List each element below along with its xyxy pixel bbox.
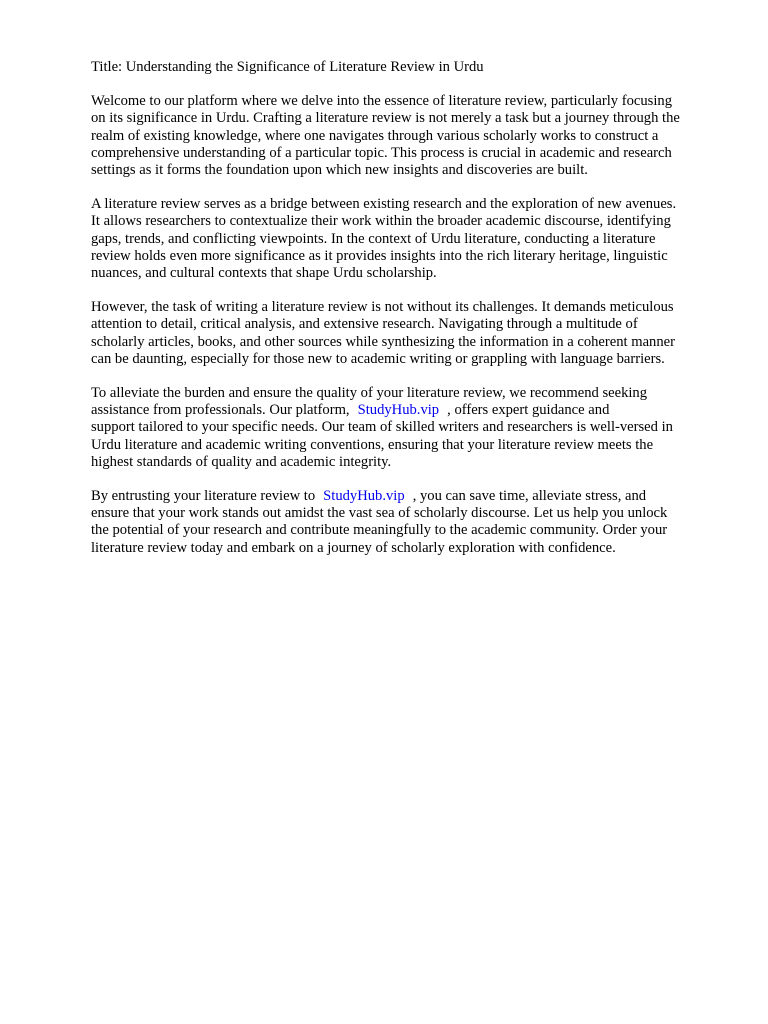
text-line: attention to detail, critical analysis, and extensive research. Navigating through a multitude of bbox=[91, 316, 638, 333]
text-line: literature review today and embark on a journey of scholarly exploration with confidence. bbox=[91, 539, 616, 556]
paragraph-closing bbox=[91, 488, 721, 557]
text-line: review holds even more significance as it provides insights into the rich literary heritage, linguistic bbox=[91, 247, 668, 264]
text-line: ensure that your work stands out amidst the vast sea of scholarly discourse. Let us help you unlock bbox=[91, 505, 668, 522]
document-page bbox=[91, 59, 721, 574]
text-line: the potential of your research and contribute meaningfully to the academic community. Order your bbox=[91, 522, 668, 539]
studyhub-link[interactable]: StudyHub.vip bbox=[323, 488, 405, 505]
studyhub-link[interactable]: StudyHub.vip bbox=[357, 402, 440, 419]
document-title: Title: Understanding the Significance of Literature Review in Urdu bbox=[91, 59, 484, 75]
text-line: To alleviate the burden and ensure the quality of your literature review, we recommend seeking bbox=[91, 385, 648, 402]
text-line: comprehensive understanding of a particular topic. This process is crucial in academic and research bbox=[91, 144, 672, 161]
text-line: settings as it forms the foundation upon which new insights and discoveries are built. bbox=[91, 162, 588, 179]
text-line-with-link bbox=[91, 488, 721, 505]
text-line: gaps, trends, and conflicting viewpoints. In the context of Urdu literature, conducting a literature bbox=[91, 230, 656, 247]
text-line: realm of existing knowledge, where one navigates through various scholarly works to construct a bbox=[91, 127, 659, 144]
text-line: A literature review serves as a bridge between existing research and the exploration of new avenues. bbox=[91, 196, 677, 213]
text-line: Urdu literature and academic writing conventions, ensuring that your literature review meets the bbox=[91, 436, 654, 453]
text-line: highest standards of quality and academic integrity. bbox=[91, 453, 392, 470]
paragraph-bridge bbox=[91, 196, 721, 282]
text-segment: , you can save time, alleviate stress, and bbox=[412, 488, 647, 505]
text-line: It allows researchers to contextualize their work within the broader academic discourse, identifying bbox=[91, 213, 671, 230]
text-segment: assistance from professionals. Our platform, bbox=[91, 402, 350, 419]
text-line: nuances, and cultural contexts that shape Urdu scholarship. bbox=[91, 265, 437, 282]
paragraph-assistance bbox=[91, 385, 721, 471]
text-line: Welcome to our platform where we delve into the essence of literature review, particularly focusing bbox=[91, 93, 672, 110]
text-line-with-link bbox=[91, 402, 721, 419]
text-line: scholarly articles, books, and other sources while synthesizing the information in a coherent manner bbox=[91, 333, 675, 350]
text-line: support tailored to your specific needs. Our team of skilled writers and researchers is well-versed in bbox=[91, 419, 673, 436]
text-line: However, the task of writing a literature review is not without its challenges. It demands meticulous bbox=[91, 299, 674, 316]
text-line: on its significance in Urdu. Crafting a literature review is not merely a task but a journey through the bbox=[91, 110, 680, 127]
text-segment: By entrusting your literature review to bbox=[91, 488, 316, 505]
text-segment: , offers expert guidance and bbox=[447, 402, 610, 419]
paragraph-intro bbox=[91, 93, 721, 179]
paragraph-challenges bbox=[91, 299, 721, 368]
text-line: can be daunting, especially for those new to academic writing or grappling with language barriers. bbox=[91, 350, 665, 367]
